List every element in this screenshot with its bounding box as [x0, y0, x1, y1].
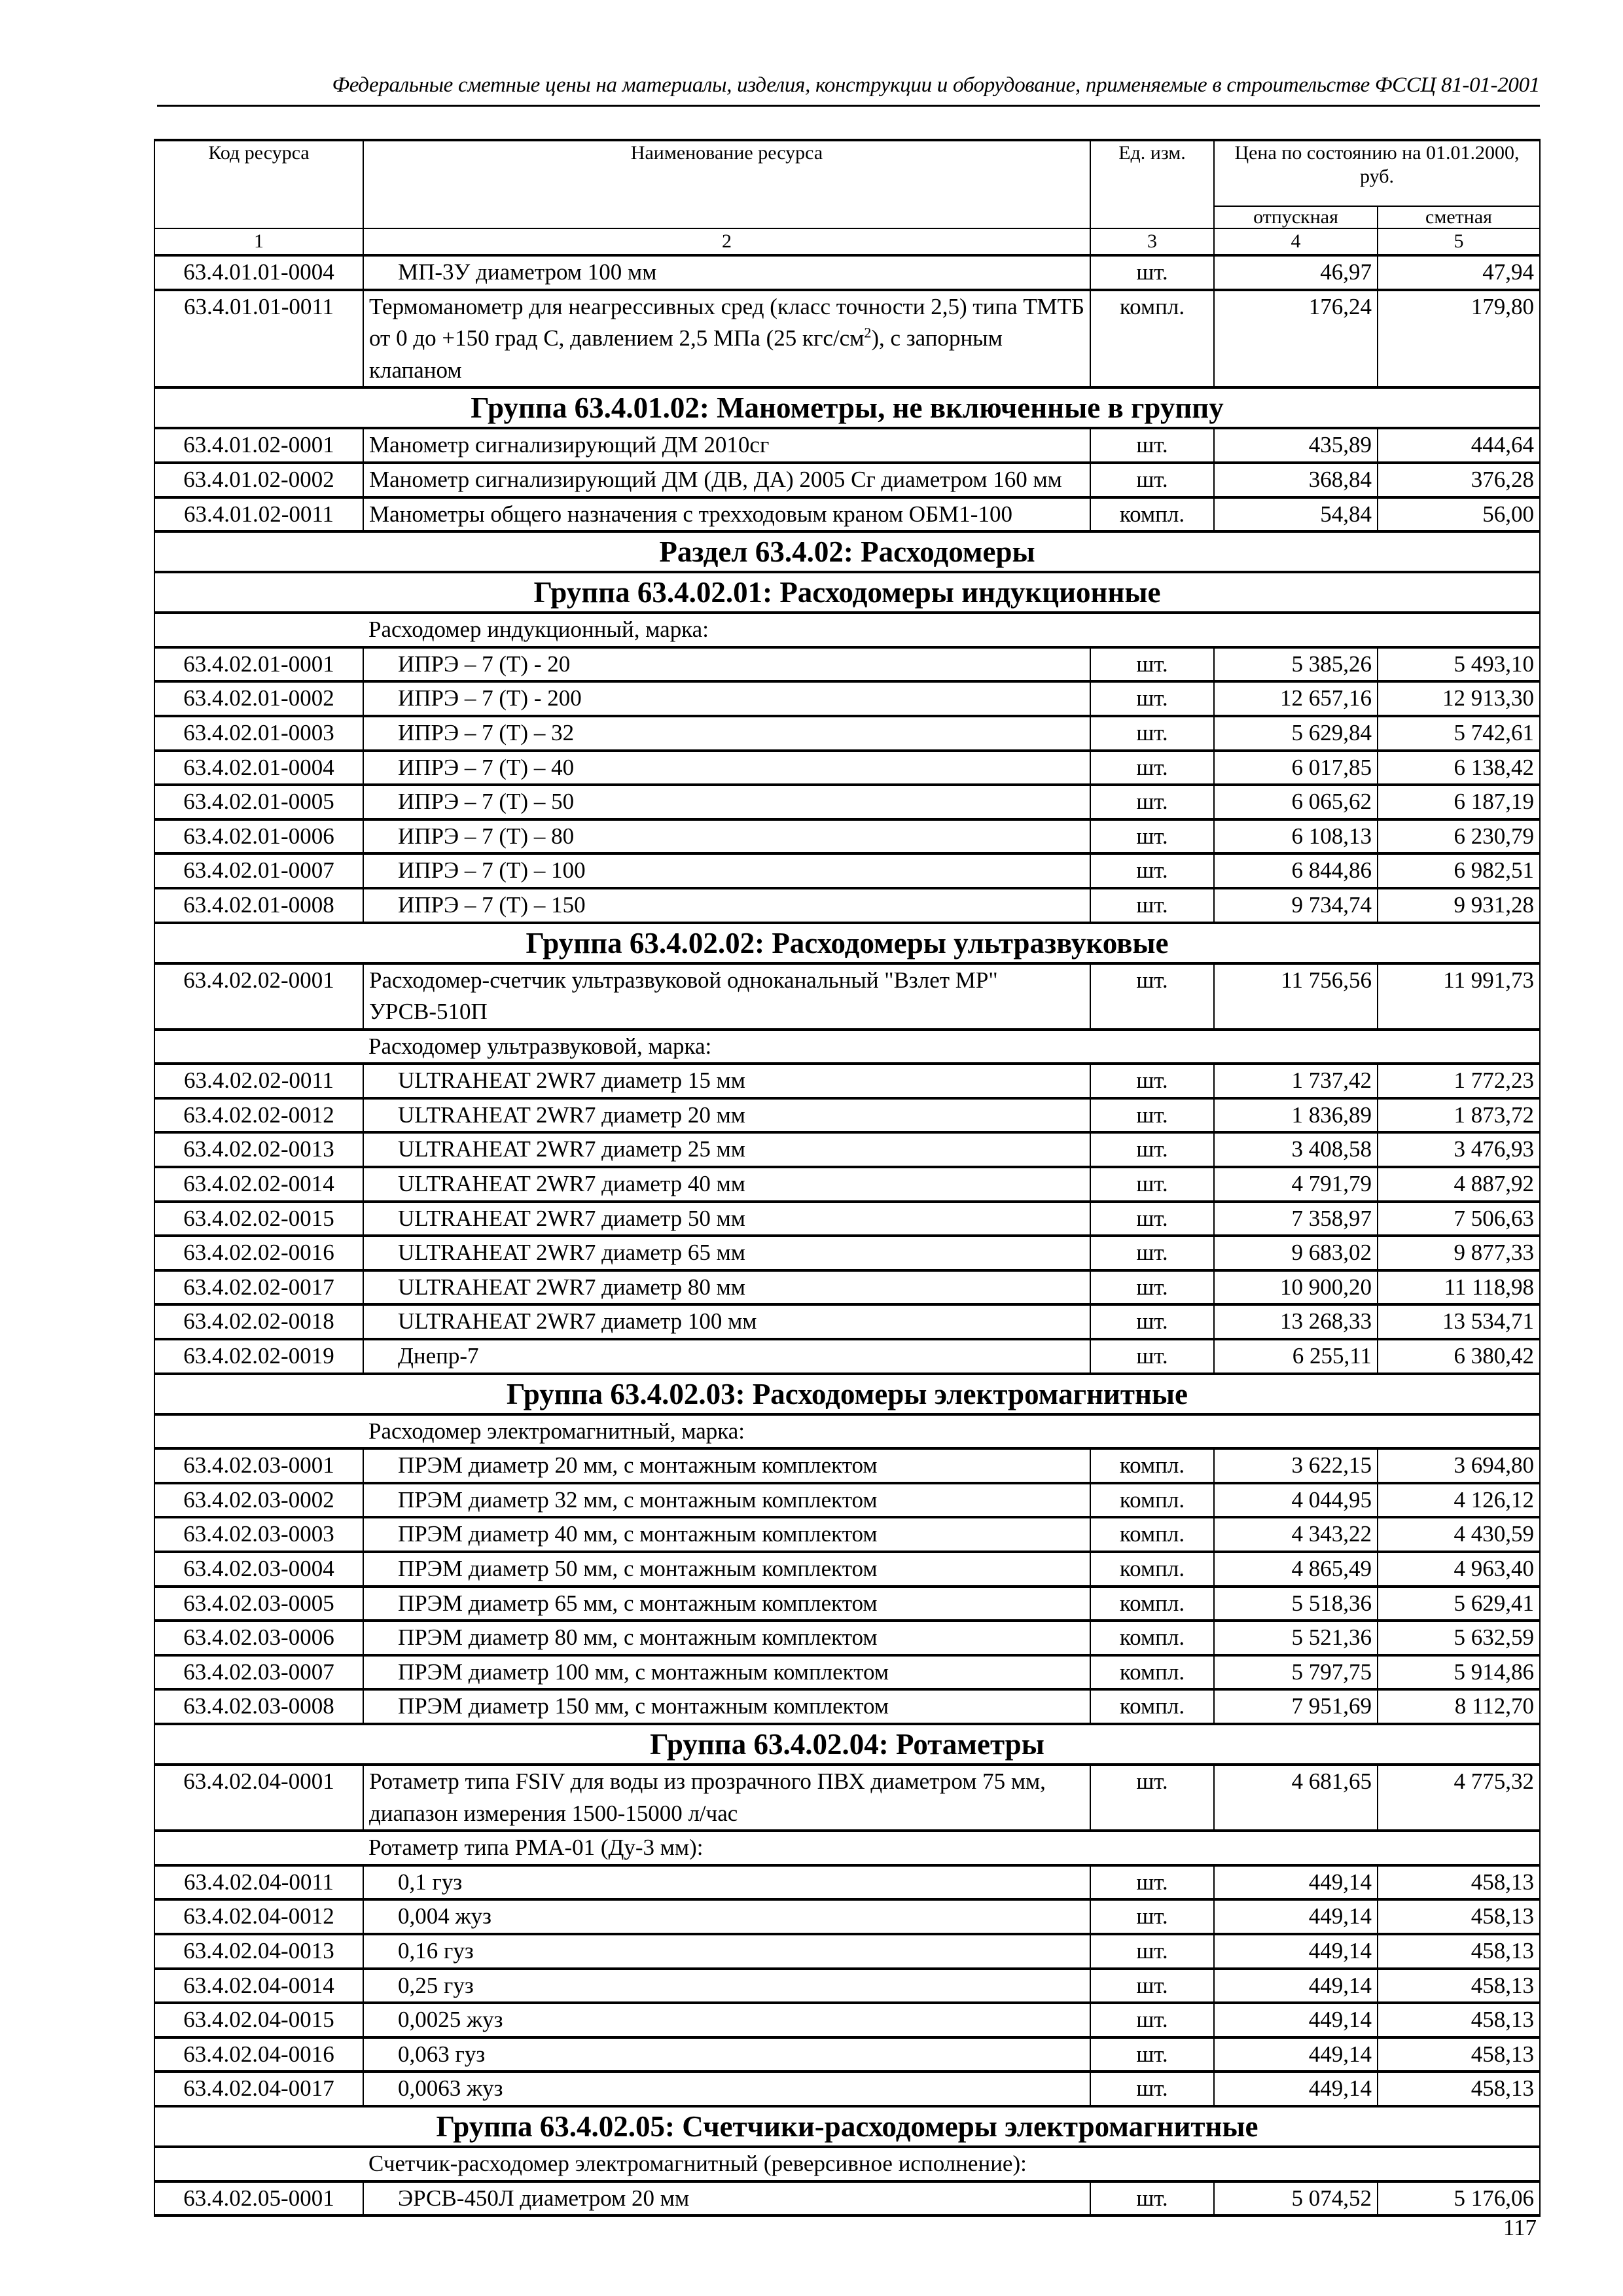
unit-of-measure: шт. [1090, 2003, 1214, 2037]
resource-name: Ротаметр типа FSIV для воды из прозрачного ПВХ диаметром 75 мм, диапазон измерения 1500-15000 л/час [363, 1765, 1090, 1831]
group-heading-row [154, 387, 1540, 428]
subheading-spacer [154, 1831, 363, 1865]
group-heading-row [154, 572, 1540, 613]
group-heading: Группа 63.4.01.02: Манометры, не включенные в группу [154, 387, 1540, 428]
resource-name-text: Термоманометр для неагрессивных сред (класс точности 2,5) типа ТМТБ от 0 до +150 град С, давлением 2,5 МПа (25 кгс/см [369, 293, 1084, 351]
resource-name: ULTRAHEAT 2WR7 диаметр 15 мм [363, 1064, 1090, 1098]
price-estimate: 47,94 [1378, 255, 1540, 290]
resource-name: ПРЭМ диаметр 40 мм, с монтажным комплектом [363, 1517, 1090, 1552]
resource-name: МП-3У диаметром 100 мм [363, 255, 1090, 290]
table-row [154, 2003, 1540, 2037]
unit-of-measure: шт. [1090, 1167, 1214, 1202]
table-row [154, 1064, 1540, 1098]
unit-of-measure: компл. [1090, 497, 1214, 532]
table-row [154, 1934, 1540, 1969]
unit-of-measure: компл. [1090, 1517, 1214, 1552]
price-release: 449,14 [1214, 1934, 1378, 1969]
resource-name: ULTRAHEAT 2WR7 диаметр 65 мм [363, 1236, 1090, 1270]
subheading-row [154, 1831, 1540, 1865]
resource-name: ИПРЭ – 7 (Т) – 80 [363, 819, 1090, 854]
price-estimate: 5 629,41 [1378, 1587, 1540, 1621]
resource-code: 63.4.02.01-0008 [154, 888, 363, 923]
resource-code: 63.4.02.02-0016 [154, 1236, 363, 1270]
unit-of-measure: компл. [1090, 1689, 1214, 1724]
unit-of-measure: шт. [1090, 647, 1214, 682]
resource-code: 63.4.01.01-0004 [154, 255, 363, 290]
price-release: 449,14 [1214, 2072, 1378, 2106]
price-release: 5 074,52 [1214, 2181, 1378, 2216]
resource-name: Расходомер-счетчик ультразвуковой одноканальный "Взлет МР" УРСВ-510П [363, 963, 1090, 1030]
unit-of-measure: компл. [1090, 1621, 1214, 1655]
table-row [154, 497, 1540, 532]
resource-code: 63.4.02.01-0004 [154, 751, 363, 785]
resource-name: 0,063 гуз [363, 2037, 1090, 2072]
price-estimate: 56,00 [1378, 497, 1540, 532]
price-release: 449,14 [1214, 2003, 1378, 2037]
header-price-release: отпускная [1214, 206, 1378, 228]
header-code: Код ресурса [154, 140, 363, 228]
resource-name-tail: ), с запорным клапаном [369, 325, 1003, 383]
page-number: 117 [1503, 2215, 1537, 2240]
resource-name: 0,004 жуз [363, 1899, 1090, 1934]
resource-name: ИПРЭ – 7 (Т) – 50 [363, 785, 1090, 819]
resource-name: ИПРЭ – 7 (Т) – 100 [363, 853, 1090, 888]
price-release: 9 683,02 [1214, 1236, 1378, 1270]
table-row [154, 1202, 1540, 1236]
resource-name: ИПРЭ – 7 (Т) - 200 [363, 681, 1090, 716]
table-row [154, 1098, 1540, 1133]
price-release: 13 268,33 [1214, 1304, 1378, 1339]
unit-of-measure: компл. [1090, 1448, 1214, 1483]
unit-of-measure: шт. [1090, 751, 1214, 785]
table-header [154, 140, 1540, 255]
price-release: 5 797,75 [1214, 1655, 1378, 1690]
unit-of-measure: шт. [1090, 1064, 1214, 1098]
price-estimate: 3 694,80 [1378, 1448, 1540, 1483]
resource-code: 63.4.02.02-0015 [154, 1202, 363, 1236]
resource-name: ULTRAHEAT 2WR7 диаметр 80 мм [363, 1270, 1090, 1305]
price-estimate: 458,13 [1378, 2003, 1540, 2037]
unit-of-measure: компл. [1090, 1483, 1214, 1518]
column-number: 2 [363, 228, 1090, 255]
price-estimate: 444,64 [1378, 428, 1540, 463]
group-heading: Группа 63.4.02.05: Счетчики-расходомеры электромагнитные [154, 2106, 1540, 2147]
unit-of-measure: компл. [1090, 1587, 1214, 1621]
group-heading-row [154, 531, 1540, 572]
group-heading: Раздел 63.4.02: Расходомеры [154, 531, 1540, 572]
group-heading: Группа 63.4.02.04: Ротаметры [154, 1724, 1540, 1765]
resource-name: ПРЭМ диаметр 32 мм, с монтажным комплектом [363, 1483, 1090, 1518]
table-body [154, 255, 1540, 2215]
subheading-row [154, 2147, 1540, 2181]
resource-code: 63.4.01.02-0011 [154, 497, 363, 532]
price-estimate: 458,13 [1378, 1969, 1540, 2003]
table-row [154, 1899, 1540, 1934]
resource-code: 63.4.02.03-0001 [154, 1448, 363, 1483]
table-row [154, 1448, 1540, 1483]
table-row [154, 1517, 1540, 1552]
price-estimate: 5 742,61 [1378, 716, 1540, 751]
resource-code: 63.4.02.01-0001 [154, 647, 363, 682]
resource-code: 63.4.02.01-0005 [154, 785, 363, 819]
resource-name: ULTRAHEAT 2WR7 диаметр 40 мм [363, 1167, 1090, 1202]
price-estimate: 5 914,86 [1378, 1655, 1540, 1690]
unit-of-measure: шт. [1090, 2072, 1214, 2106]
resource-name: Манометры общего назначения с трехходовым краном ОБМ1-100 [363, 497, 1090, 532]
subheading-row [154, 613, 1540, 647]
price-estimate: 1 772,23 [1378, 1064, 1540, 1098]
resource-name: ИПРЭ – 7 (Т) – 150 [363, 888, 1090, 923]
table-row [154, 785, 1540, 819]
unit-of-measure: шт. [1090, 716, 1214, 751]
price-release: 1 836,89 [1214, 1098, 1378, 1133]
price-release: 7 358,97 [1214, 1202, 1378, 1236]
price-release: 11 756,56 [1214, 963, 1378, 1030]
column-number: 5 [1378, 228, 1540, 255]
table-row [154, 2037, 1540, 2072]
price-release: 449,14 [1214, 1865, 1378, 1900]
unit-of-measure: шт. [1090, 785, 1214, 819]
subheading-spacer [154, 1030, 363, 1064]
price-release: 449,14 [1214, 1899, 1378, 1934]
price-estimate: 5 632,59 [1378, 1621, 1540, 1655]
resource-code: 63.4.02.01-0002 [154, 681, 363, 716]
resource-code: 63.4.02.03-0004 [154, 1552, 363, 1587]
unit-of-measure: шт. [1090, 1934, 1214, 1969]
resource-name: ИПРЭ – 7 (Т) – 32 [363, 716, 1090, 751]
resource-code: 63.4.02.02-0014 [154, 1167, 363, 1202]
table-row [154, 1552, 1540, 1587]
unit-of-measure: шт. [1090, 1865, 1214, 1900]
table-row [154, 1689, 1540, 1724]
table-row [154, 1483, 1540, 1518]
group-heading: Группа 63.4.02.02: Расходомеры ультразвуковые [154, 923, 1540, 963]
resource-code: 63.4.01.01-0011 [154, 290, 363, 388]
resource-name: ULTRAHEAT 2WR7 диаметр 50 мм [363, 1202, 1090, 1236]
group-heading-row [154, 2106, 1540, 2147]
table-row [154, 819, 1540, 854]
resource-name [363, 290, 1090, 388]
resource-code: 63.4.02.04-0016 [154, 2037, 363, 2072]
price-estimate: 8 112,70 [1378, 1689, 1540, 1724]
table-row [154, 1132, 1540, 1167]
resource-code: 63.4.02.04-0014 [154, 1969, 363, 2003]
header-price-estimate: сметная [1378, 206, 1540, 228]
subheading: Расходомер индукционный, марка: [363, 613, 1540, 647]
unit-of-measure: шт. [1090, 2037, 1214, 2072]
resource-code: 63.4.02.02-0013 [154, 1132, 363, 1167]
group-heading: Группа 63.4.02.03: Расходомеры электромагнитные [154, 1374, 1540, 1414]
table-row [154, 751, 1540, 785]
table-row [154, 2072, 1540, 2106]
price-estimate: 4 963,40 [1378, 1552, 1540, 1587]
unit-of-measure: шт. [1090, 1270, 1214, 1305]
resource-code: 63.4.02.04-0012 [154, 1899, 363, 1934]
resource-name: ULTRAHEAT 2WR7 диаметр 100 мм [363, 1304, 1090, 1339]
table-row [154, 463, 1540, 497]
resource-code: 63.4.01.02-0002 [154, 463, 363, 497]
price-estimate: 458,13 [1378, 1899, 1540, 1934]
table-row [154, 853, 1540, 888]
resource-name: ПРЭМ диаметр 20 мм, с монтажным комплектом [363, 1448, 1090, 1483]
price-release: 4 791,79 [1214, 1167, 1378, 1202]
unit-of-measure: компл. [1090, 1552, 1214, 1587]
table-row [154, 963, 1540, 1030]
resource-name: Манометр сигнализирующий ДМ (ДВ, ДА) 2005 Сг диаметром 160 мм [363, 463, 1090, 497]
price-release: 435,89 [1214, 428, 1378, 463]
table-row [154, 1304, 1540, 1339]
price-estimate: 376,28 [1378, 463, 1540, 497]
unit-of-measure: шт. [1090, 1098, 1214, 1133]
resource-code: 63.4.02.03-0002 [154, 1483, 363, 1518]
subheading-spacer [154, 1414, 363, 1449]
resource-name: 0,1 гуз [363, 1865, 1090, 1900]
price-estimate: 9 877,33 [1378, 1236, 1540, 1270]
header-unit: Ед. изм. [1090, 140, 1214, 228]
price-estimate: 5 493,10 [1378, 647, 1540, 682]
resource-code: 63.4.02.04-0017 [154, 2072, 363, 2106]
table-row [154, 1167, 1540, 1202]
subheading-row [154, 1030, 1540, 1064]
price-estimate: 5 176,06 [1378, 2181, 1540, 2216]
resource-code: 63.4.02.02-0018 [154, 1304, 363, 1339]
resource-name: 0,16 гуз [363, 1934, 1090, 1969]
running-header: Федеральные сметные цены на материалы, изделия, конструкции и оборудование, применяемые в строительстве ФССЦ 81-01-2001 [332, 73, 1540, 97]
resource-name: Манометр сигнализирующий ДМ 2010сг [363, 428, 1090, 463]
resource-name: ИПРЭ – 7 (Т) - 20 [363, 647, 1090, 682]
table-row [154, 1621, 1540, 1655]
price-release: 5 521,36 [1214, 1621, 1378, 1655]
unit-of-measure: шт. [1090, 888, 1214, 923]
price-release: 3 622,15 [1214, 1448, 1378, 1483]
table-row [154, 716, 1540, 751]
price-estimate: 4 887,92 [1378, 1167, 1540, 1202]
price-release: 6 017,85 [1214, 751, 1378, 785]
resource-name: ПРЭМ диаметр 150 мм, с монтажным комплектом [363, 1689, 1090, 1724]
price-release: 4 865,49 [1214, 1552, 1378, 1587]
resource-name: Днепр-7 [363, 1339, 1090, 1374]
table-row [154, 1655, 1540, 1690]
table-row [154, 255, 1540, 290]
price-estimate: 11 118,98 [1378, 1270, 1540, 1305]
price-release: 449,14 [1214, 1969, 1378, 2003]
resource-name: ЭРСВ-450Л диаметром 20 мм [363, 2181, 1090, 2216]
price-estimate: 6 138,42 [1378, 751, 1540, 785]
price-estimate: 6 982,51 [1378, 853, 1540, 888]
unit-of-measure: шт. [1090, 255, 1214, 290]
resource-code: 63.4.01.02-0001 [154, 428, 363, 463]
price-estimate: 458,13 [1378, 2072, 1540, 2106]
resource-code: 63.4.02.01-0007 [154, 853, 363, 888]
resource-code: 63.4.02.02-0017 [154, 1270, 363, 1305]
subheading-spacer [154, 2147, 363, 2181]
unit-of-measure: шт. [1090, 2181, 1214, 2216]
price-estimate: 13 534,71 [1378, 1304, 1540, 1339]
resource-code: 63.4.02.02-0019 [154, 1339, 363, 1374]
group-heading-row [154, 1724, 1540, 1765]
resource-code: 63.4.02.02-0001 [154, 963, 363, 1030]
column-number: 1 [154, 228, 363, 255]
price-release: 10 900,20 [1214, 1270, 1378, 1305]
price-release: 6 844,86 [1214, 853, 1378, 888]
unit-of-measure: шт. [1090, 1899, 1214, 1934]
subheading: Ротаметр типа РМА-01 (Ду-3 мм): [363, 1831, 1540, 1865]
price-release: 1 737,42 [1214, 1064, 1378, 1098]
unit-of-measure: шт. [1090, 1765, 1214, 1831]
unit-of-measure: шт. [1090, 1969, 1214, 2003]
unit-of-measure: компл. [1090, 290, 1214, 388]
price-release: 46,97 [1214, 255, 1378, 290]
superscript: 2 [864, 324, 872, 341]
price-estimate: 4 126,12 [1378, 1483, 1540, 1518]
table-row [154, 1339, 1540, 1374]
price-release: 6 255,11 [1214, 1339, 1378, 1374]
price-estimate: 6 230,79 [1378, 819, 1540, 854]
price-release: 7 951,69 [1214, 1689, 1378, 1724]
header-price-group: Цена по состоянию на 01.01.2000, руб. [1214, 140, 1540, 206]
resource-name: ИПРЭ – 7 (Т) – 40 [363, 751, 1090, 785]
column-number: 3 [1090, 228, 1214, 255]
price-estimate: 9 931,28 [1378, 888, 1540, 923]
unit-of-measure: шт. [1090, 1132, 1214, 1167]
price-release: 4 343,22 [1214, 1517, 1378, 1552]
price-estimate: 6 380,42 [1378, 1339, 1540, 1374]
resource-code: 63.4.02.03-0003 [154, 1517, 363, 1552]
unit-of-measure: шт. [1090, 963, 1214, 1030]
table-row [154, 1865, 1540, 1900]
resource-code: 63.4.02.05-0001 [154, 2181, 363, 2216]
price-release: 9 734,74 [1214, 888, 1378, 923]
price-release: 3 408,58 [1214, 1132, 1378, 1167]
price-estimate: 3 476,93 [1378, 1132, 1540, 1167]
table-row [154, 1236, 1540, 1270]
price-release: 5 518,36 [1214, 1587, 1378, 1621]
subheading-row [154, 1414, 1540, 1449]
resource-code: 63.4.02.01-0003 [154, 716, 363, 751]
price-table [154, 139, 1541, 2217]
price-estimate: 4 430,59 [1378, 1517, 1540, 1552]
resource-code: 63.4.02.02-0011 [154, 1064, 363, 1098]
table-row [154, 1587, 1540, 1621]
table-row [154, 1270, 1540, 1305]
price-release: 54,84 [1214, 497, 1378, 532]
unit-of-measure: шт. [1090, 1236, 1214, 1270]
table-row [154, 290, 1540, 388]
resource-code: 63.4.02.02-0012 [154, 1098, 363, 1133]
resource-code: 63.4.02.03-0008 [154, 1689, 363, 1724]
table-row [154, 2181, 1540, 2216]
table-row [154, 888, 1540, 923]
resource-name: 0,0063 жуз [363, 2072, 1090, 2106]
resource-code: 63.4.02.03-0007 [154, 1655, 363, 1690]
resource-code: 63.4.02.04-0015 [154, 2003, 363, 2037]
header-rule [157, 105, 1540, 107]
price-estimate: 458,13 [1378, 2037, 1540, 2072]
unit-of-measure: шт. [1090, 1304, 1214, 1339]
resource-name: ПРЭМ диаметр 80 мм, с монтажным комплектом [363, 1621, 1090, 1655]
column-number: 4 [1214, 228, 1378, 255]
resource-code: 63.4.02.03-0005 [154, 1587, 363, 1621]
resource-code: 63.4.02.03-0006 [154, 1621, 363, 1655]
unit-of-measure: шт. [1090, 853, 1214, 888]
table-row [154, 428, 1540, 463]
price-release: 176,24 [1214, 290, 1378, 388]
unit-of-measure: компл. [1090, 1655, 1214, 1690]
table-row [154, 681, 1540, 716]
price-estimate: 458,13 [1378, 1934, 1540, 1969]
price-release: 6 108,13 [1214, 819, 1378, 854]
subheading-spacer [154, 613, 363, 647]
table-row [154, 647, 1540, 682]
price-release: 12 657,16 [1214, 681, 1378, 716]
price-release: 5 629,84 [1214, 716, 1378, 751]
price-release: 4 681,65 [1214, 1765, 1378, 1831]
resource-name: ПРЭМ диаметр 50 мм, с монтажным комплектом [363, 1552, 1090, 1587]
unit-of-measure: шт. [1090, 463, 1214, 497]
price-release: 4 044,95 [1214, 1483, 1378, 1518]
price-release: 368,84 [1214, 463, 1378, 497]
unit-of-measure: шт. [1090, 1339, 1214, 1374]
price-estimate: 1 873,72 [1378, 1098, 1540, 1133]
resource-name: ПРЭМ диаметр 100 мм, с монтажным комплектом [363, 1655, 1090, 1690]
resource-name: ULTRAHEAT 2WR7 диаметр 25 мм [363, 1132, 1090, 1167]
table-row [154, 1765, 1540, 1831]
header-name: Наименование ресурса [363, 140, 1090, 228]
unit-of-measure: шт. [1090, 1202, 1214, 1236]
table-row [154, 1969, 1540, 2003]
price-estimate: 7 506,63 [1378, 1202, 1540, 1236]
price-release: 6 065,62 [1214, 785, 1378, 819]
subheading: Счетчик-расходомер электромагнитный (реверсивное исполнение): [363, 2147, 1540, 2181]
price-release: 449,14 [1214, 2037, 1378, 2072]
unit-of-measure: шт. [1090, 819, 1214, 854]
group-heading-row [154, 923, 1540, 963]
resource-name: 0,0025 жуз [363, 2003, 1090, 2037]
price-estimate: 6 187,19 [1378, 785, 1540, 819]
unit-of-measure: шт. [1090, 428, 1214, 463]
resource-code: 63.4.02.04-0013 [154, 1934, 363, 1969]
price-estimate: 11 991,73 [1378, 963, 1540, 1030]
unit-of-measure: шт. [1090, 681, 1214, 716]
resource-code: 63.4.02.01-0006 [154, 819, 363, 854]
resource-name: ПРЭМ диаметр 65 мм, с монтажным комплектом [363, 1587, 1090, 1621]
price-estimate: 458,13 [1378, 1865, 1540, 1900]
resource-name: ULTRAHEAT 2WR7 диаметр 20 мм [363, 1098, 1090, 1133]
subheading: Расходомер электромагнитный, марка: [363, 1414, 1540, 1449]
subheading: Расходомер ультразвуковой, марка: [363, 1030, 1540, 1064]
resource-code: 63.4.02.04-0011 [154, 1865, 363, 1900]
price-estimate: 4 775,32 [1378, 1765, 1540, 1831]
price-estimate: 12 913,30 [1378, 681, 1540, 716]
price-estimate: 179,80 [1378, 290, 1540, 388]
resource-code: 63.4.02.04-0001 [154, 1765, 363, 1831]
price-release: 5 385,26 [1214, 647, 1378, 682]
resource-name: 0,25 гуз [363, 1969, 1090, 2003]
group-heading-row [154, 1374, 1540, 1414]
group-heading: Группа 63.4.02.01: Расходомеры индукционные [154, 572, 1540, 613]
